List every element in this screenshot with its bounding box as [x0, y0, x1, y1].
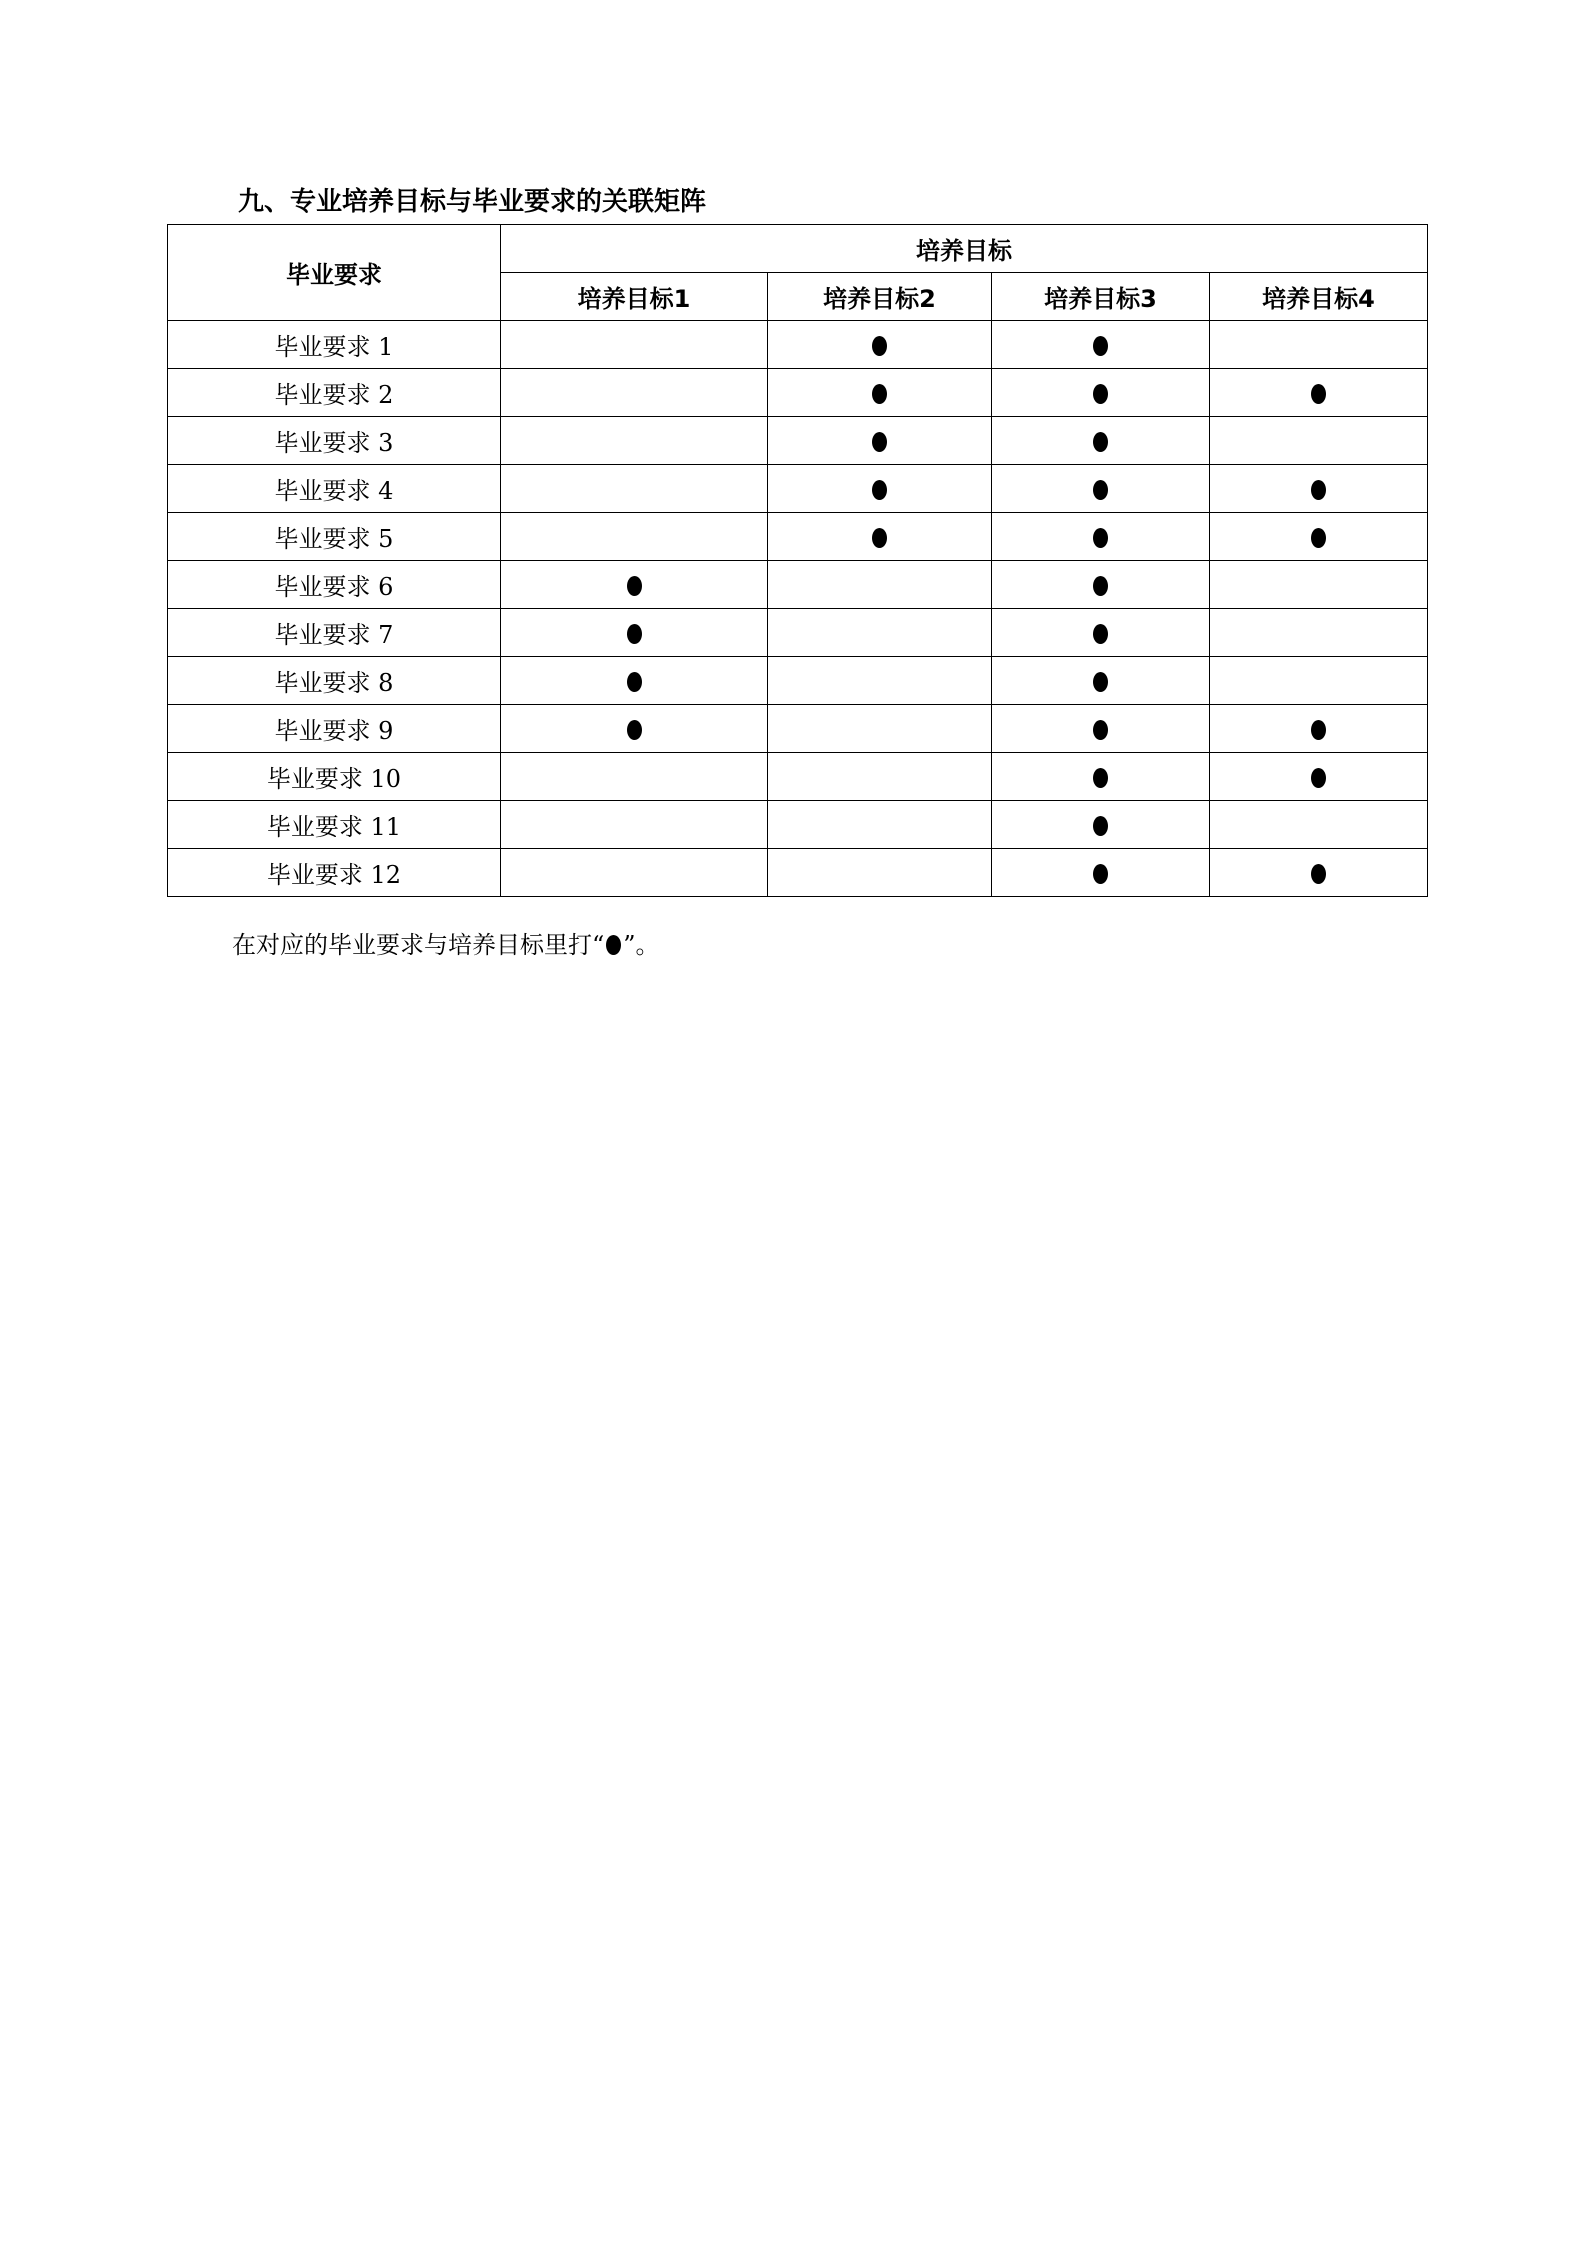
- matrix-cell: [992, 753, 1210, 801]
- footnote-text-before: 在对应的毕业要求与培养目标里打“: [232, 931, 605, 959]
- filled-circle-icon: [1093, 432, 1108, 452]
- requirement-label-cell: 毕业要求 10: [168, 753, 501, 801]
- filled-circle-icon: [627, 720, 642, 740]
- matrix-cell: [768, 657, 992, 705]
- matrix-cell: [768, 609, 992, 657]
- requirement-label-cell: 毕业要求 1: [168, 321, 501, 369]
- requirement-label-cell: 毕业要求 3: [168, 417, 501, 465]
- requirement-label-cell: 毕业要求 6: [168, 561, 501, 609]
- filled-circle-icon: [1311, 768, 1326, 788]
- matrix-cell: [992, 561, 1210, 609]
- column-header-cell: 培养目标2: [768, 273, 992, 321]
- matrix-row: [168, 321, 1428, 369]
- matrix-cell: [1210, 561, 1428, 609]
- matrix-cell: [501, 801, 768, 849]
- section-title: 九、专业培养目标与毕业要求的关联矩阵: [238, 187, 707, 217]
- footnote: [232, 928, 660, 962]
- matrix-row: [168, 801, 1428, 849]
- filled-circle-icon: [1093, 816, 1108, 836]
- filled-circle-icon: [1311, 480, 1326, 500]
- matrix-cell: [992, 513, 1210, 561]
- matrix-row: [168, 417, 1428, 465]
- filled-circle-icon: [1093, 672, 1108, 692]
- matrix-cell: [501, 513, 768, 561]
- matrix-row: [168, 465, 1428, 513]
- requirement-label-cell: 毕业要求 9: [168, 705, 501, 753]
- matrix-cell: [501, 657, 768, 705]
- matrix-cell: [992, 705, 1210, 753]
- filled-circle-icon: [1311, 384, 1326, 404]
- matrix-cell: [992, 417, 1210, 465]
- matrix-cell: [1210, 417, 1428, 465]
- matrix-body: [168, 321, 1428, 897]
- matrix-cell: [501, 609, 768, 657]
- matrix-cell: [768, 753, 992, 801]
- matrix-cell: [992, 321, 1210, 369]
- requirement-label-cell: 毕业要求 8: [168, 657, 501, 705]
- matrix-cell: [992, 369, 1210, 417]
- matrix-cell: [768, 513, 992, 561]
- filled-circle-icon: [872, 336, 887, 356]
- matrix-cell: [1210, 321, 1428, 369]
- filled-circle-icon: [872, 528, 887, 548]
- filled-circle-icon: [1093, 720, 1108, 740]
- matrix-row: [168, 513, 1428, 561]
- filled-circle-icon: [1093, 864, 1108, 884]
- matrix-cell: [501, 753, 768, 801]
- filled-circle-icon: [627, 576, 642, 596]
- matrix-cell: [768, 801, 992, 849]
- requirement-label-cell: 毕业要求 7: [168, 609, 501, 657]
- requirement-label-cell: 毕业要求 2: [168, 369, 501, 417]
- filled-circle-icon: [1093, 528, 1108, 548]
- matrix-cell: [1210, 513, 1428, 561]
- row-header-cell: 毕业要求: [168, 225, 501, 321]
- filled-circle-icon: [1093, 384, 1108, 404]
- filled-circle-icon: [1311, 864, 1326, 884]
- column-header-cell: 培养目标3: [992, 273, 1210, 321]
- matrix-cell: [992, 801, 1210, 849]
- matrix-cell: [992, 465, 1210, 513]
- matrix-cell: [992, 849, 1210, 897]
- matrix-cell: [1210, 849, 1428, 897]
- matrix-cell: [768, 417, 992, 465]
- filled-circle-icon: [872, 480, 887, 500]
- header-row-top: [168, 225, 1428, 273]
- matrix-row: [168, 753, 1428, 801]
- matrix-row: [168, 849, 1428, 897]
- matrix-cell: [501, 321, 768, 369]
- matrix-row: [168, 657, 1428, 705]
- requirement-label-cell: 毕业要求 12: [168, 849, 501, 897]
- matrix-cell: [768, 465, 992, 513]
- matrix-row: [168, 705, 1428, 753]
- filled-circle-icon: [627, 624, 642, 644]
- relation-matrix-table: [167, 224, 1428, 897]
- filled-circle-icon: [1093, 336, 1108, 356]
- matrix-cell: [768, 369, 992, 417]
- requirement-label-cell: 毕业要求 4: [168, 465, 501, 513]
- matrix-cell: [768, 705, 992, 753]
- matrix-cell: [501, 561, 768, 609]
- requirement-label-cell: 毕业要求 5: [168, 513, 501, 561]
- matrix-cell: [768, 849, 992, 897]
- matrix-cell: [1210, 369, 1428, 417]
- footnote-text-after: ”。: [623, 931, 660, 959]
- filled-circle-icon: [1093, 768, 1108, 788]
- matrix-row: [168, 369, 1428, 417]
- filled-circle-icon: [1093, 576, 1108, 596]
- matrix-cell: [501, 465, 768, 513]
- matrix-cell: [992, 657, 1210, 705]
- matrix-cell: [1210, 705, 1428, 753]
- matrix-cell: [1210, 465, 1428, 513]
- filled-circle-icon: [606, 935, 621, 955]
- filled-circle-icon: [1093, 480, 1108, 500]
- matrix-cell: [768, 561, 992, 609]
- matrix-cell: [501, 705, 768, 753]
- group-header-cell: 培养目标: [501, 225, 1428, 273]
- matrix-cell: [1210, 753, 1428, 801]
- filled-circle-icon: [1093, 624, 1108, 644]
- filled-circle-icon: [1311, 528, 1326, 548]
- matrix-cell: [501, 417, 768, 465]
- filled-circle-icon: [872, 384, 887, 404]
- matrix-cell: [768, 321, 992, 369]
- filled-circle-icon: [627, 672, 642, 692]
- filled-circle-icon: [1311, 720, 1326, 740]
- matrix-cell: [501, 369, 768, 417]
- column-header-cell: 培养目标4: [1210, 273, 1428, 321]
- column-header-cell: 培养目标1: [501, 273, 768, 321]
- matrix-cell: [992, 609, 1210, 657]
- matrix-row: [168, 609, 1428, 657]
- matrix-cell: [501, 849, 768, 897]
- filled-circle-icon: [872, 432, 887, 452]
- requirement-label-cell: 毕业要求 11: [168, 801, 501, 849]
- matrix-row: [168, 561, 1428, 609]
- matrix-cell: [1210, 609, 1428, 657]
- matrix-cell: [1210, 657, 1428, 705]
- matrix-cell: [1210, 801, 1428, 849]
